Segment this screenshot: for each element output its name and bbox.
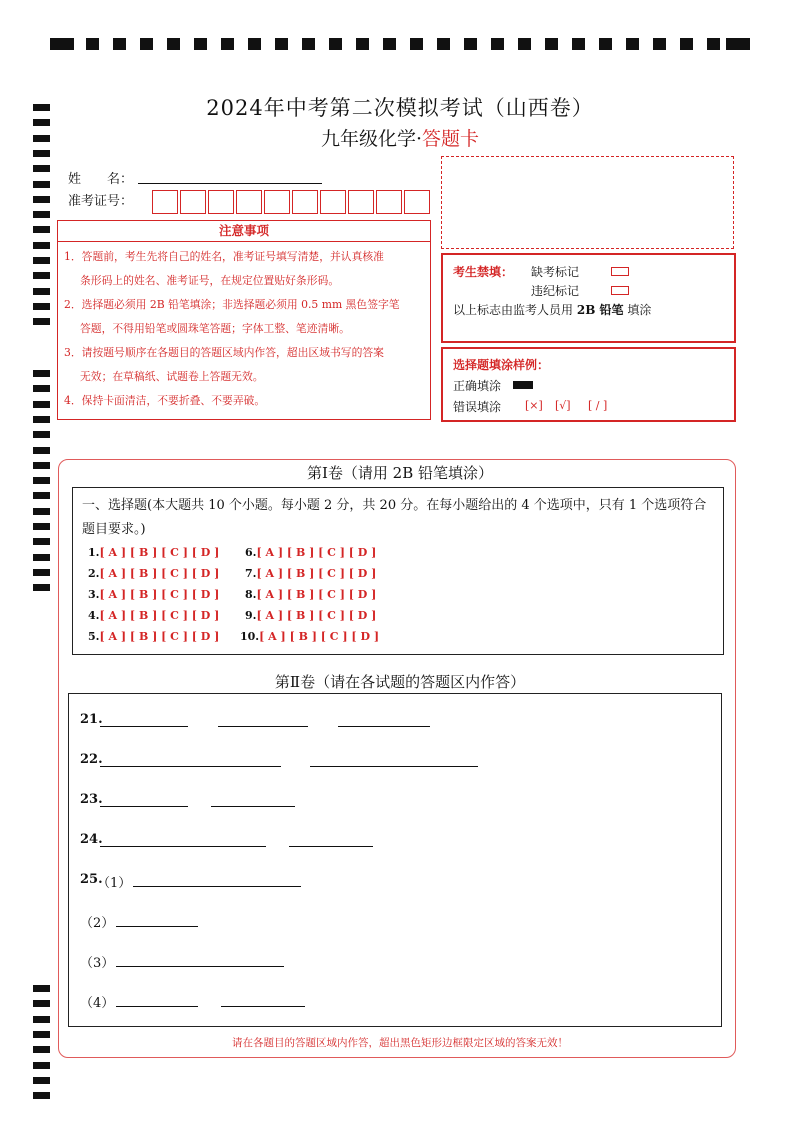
timing-mark bbox=[33, 584, 50, 591]
timing-mark bbox=[33, 492, 50, 499]
correct-fill-mark bbox=[513, 381, 533, 389]
timing-mark bbox=[33, 985, 50, 992]
exam-ban-box bbox=[441, 253, 736, 343]
question-24-number: 24. bbox=[80, 832, 103, 847]
answer-line[interactable] bbox=[100, 806, 188, 807]
timing-mark bbox=[491, 38, 504, 50]
answer-line[interactable] bbox=[100, 846, 266, 847]
choice-options[interactable]: [ A ] [ B ] [ C ] [ D ] bbox=[99, 630, 220, 643]
notice-line: 1．答题前，考生先将自己的姓名，准考证号填写清楚，并认真核准 bbox=[64, 250, 384, 263]
choice-row[interactable] bbox=[245, 588, 376, 601]
violation-label: 违纪标记 bbox=[531, 284, 580, 298]
answer-line[interactable] bbox=[338, 726, 430, 727]
id-number-boxes[interactable] bbox=[152, 190, 432, 214]
barcode-area bbox=[441, 156, 734, 249]
choice-row[interactable] bbox=[245, 546, 376, 559]
timing-mark bbox=[33, 401, 50, 408]
id-digit-box[interactable] bbox=[152, 190, 178, 214]
absent-mark[interactable] bbox=[611, 267, 629, 276]
choice-options[interactable]: [ A ] [ B ] [ C ] [ D ] bbox=[99, 588, 220, 601]
id-digit-box[interactable] bbox=[320, 190, 346, 214]
timing-mark bbox=[33, 1016, 50, 1023]
timing-mark bbox=[329, 38, 342, 50]
timing-mark bbox=[33, 523, 50, 530]
answer-line[interactable] bbox=[133, 886, 301, 887]
question-number: 9. bbox=[245, 609, 257, 622]
timing-mark bbox=[437, 38, 450, 50]
answer-line[interactable] bbox=[100, 726, 188, 727]
question-number: 1. bbox=[88, 546, 100, 559]
choice-options[interactable]: [ A ] [ B ] [ C ] [ D ] bbox=[256, 546, 377, 559]
question-25-number: 25. bbox=[80, 872, 103, 887]
timing-mark bbox=[33, 1000, 50, 1007]
notice-title: 注意事项 bbox=[58, 221, 430, 242]
timing-mark bbox=[33, 385, 50, 392]
timing-mark bbox=[140, 38, 153, 50]
timing-mark bbox=[33, 416, 50, 423]
answer-line[interactable] bbox=[100, 766, 281, 767]
timing-mark bbox=[572, 38, 585, 50]
exam-ban-label: 考生禁填： bbox=[453, 265, 514, 279]
timing-mark bbox=[33, 554, 50, 561]
timing-mark bbox=[383, 38, 396, 50]
timing-mark bbox=[248, 38, 261, 50]
footer-warning: 请在各题目的答题区域内作答，超出黑色矩形边框限定区域的答案无效！ bbox=[232, 1037, 568, 1049]
timing-mark bbox=[33, 303, 50, 310]
timing-mark bbox=[33, 288, 50, 295]
subquestion-label: （1） bbox=[97, 876, 132, 891]
timing-mark bbox=[410, 38, 423, 50]
timing-mark bbox=[33, 318, 50, 325]
question-number: 6. bbox=[245, 546, 257, 559]
correct-label: 正确填涂 bbox=[453, 379, 502, 393]
timing-mark bbox=[726, 38, 750, 50]
id-digit-box[interactable] bbox=[292, 190, 318, 214]
subquestion-label: （3） bbox=[80, 956, 115, 971]
subtitle-card: 答题卡 bbox=[422, 128, 480, 150]
id-digit-box[interactable] bbox=[348, 190, 374, 214]
timing-mark bbox=[626, 38, 639, 50]
question-number: 5. bbox=[88, 630, 100, 643]
wrong-label: 错误填涂 bbox=[453, 400, 502, 414]
notice-line: 3．请按题号顺序在各题目的答题区域内作答，超出区域书写的答案 bbox=[64, 346, 384, 359]
section1-title: 第Ⅰ卷（请用 2B 铅笔填涂） bbox=[306, 464, 494, 482]
timing-mark bbox=[33, 165, 50, 172]
choice-options[interactable]: [ A ] [ B ] [ C ] [ D ] bbox=[256, 588, 377, 601]
choice-options[interactable]: [ A ] [ B ] [ C ] [ D ] bbox=[256, 567, 377, 580]
choice-row[interactable] bbox=[240, 630, 379, 643]
timing-mark bbox=[33, 226, 50, 233]
question-number: 7. bbox=[245, 567, 257, 580]
question-number: 2. bbox=[88, 567, 100, 580]
answer-line[interactable] bbox=[116, 926, 198, 927]
id-digit-box[interactable] bbox=[404, 190, 430, 214]
choice-options[interactable]: [ A ] [ B ] [ C ] [ D ] bbox=[99, 546, 220, 559]
id-digit-box[interactable] bbox=[180, 190, 206, 214]
notice-line: 无效；在草稿纸、试题卷上答题无效。 bbox=[80, 370, 264, 383]
wrong-mark: [√] bbox=[555, 399, 571, 412]
timing-mark bbox=[50, 38, 74, 50]
timing-mark bbox=[33, 1077, 50, 1084]
notice-line: 条形码上的姓名、准考证号，在规定位置贴好条形码。 bbox=[80, 274, 340, 287]
wrong-mark: [ / ] bbox=[588, 399, 608, 412]
subtitle-subject: 九年级化学· bbox=[320, 128, 423, 150]
timing-mark bbox=[680, 38, 693, 50]
timing-mark bbox=[33, 257, 50, 264]
choice-options[interactable]: [ A ] [ B ] [ C ] [ D ] bbox=[99, 567, 220, 580]
answer-line[interactable] bbox=[218, 726, 308, 727]
timing-mark bbox=[464, 38, 477, 50]
notice-line: 2．选择题必须用 2B 铅笔填涂；非选择题必须用 0.5 mm 黑色签字笔 bbox=[64, 298, 400, 311]
timing-mark bbox=[599, 38, 612, 50]
id-digit-box[interactable] bbox=[376, 190, 402, 214]
answer-line[interactable] bbox=[116, 1006, 198, 1007]
choice-options[interactable]: [ A ] [ B ] [ C ] [ D ] bbox=[256, 609, 377, 622]
question-21-number: 21. bbox=[80, 712, 103, 727]
page-subtitle bbox=[0, 124, 800, 151]
choice-row[interactable] bbox=[88, 567, 219, 580]
timing-mark bbox=[518, 38, 531, 50]
note-bold: 2B 铅笔 bbox=[576, 303, 624, 317]
subquestion-label: （2） bbox=[80, 916, 115, 931]
timing-mark bbox=[707, 38, 720, 50]
absent-label: 缺考标记 bbox=[531, 265, 580, 279]
timing-mark bbox=[33, 508, 50, 515]
choice-row[interactable] bbox=[88, 609, 219, 622]
timing-mark bbox=[33, 569, 50, 576]
timing-mark bbox=[302, 38, 315, 50]
timing-mark bbox=[33, 211, 50, 218]
wrong-mark: [×] bbox=[525, 399, 543, 412]
name-label: 姓 名： bbox=[68, 172, 134, 187]
timing-mark bbox=[33, 196, 50, 203]
timing-mark bbox=[653, 38, 666, 50]
question-number: 10. bbox=[240, 630, 260, 643]
id-digit-box[interactable] bbox=[208, 190, 234, 214]
name-field[interactable] bbox=[138, 183, 322, 184]
note-suffix: 填涂 bbox=[627, 303, 652, 317]
exam-ban-note bbox=[453, 301, 651, 318]
id-label: 准考证号： bbox=[68, 194, 134, 209]
choice-row[interactable] bbox=[245, 567, 376, 580]
question-number: 8. bbox=[245, 588, 257, 601]
question-23-number: 23. bbox=[80, 792, 103, 807]
top-timing-marks bbox=[50, 38, 752, 52]
timing-mark bbox=[167, 38, 180, 50]
choice-options[interactable]: [ A ] [ B ] [ C ] [ D ] bbox=[259, 630, 380, 643]
timing-mark bbox=[86, 38, 99, 50]
timing-mark bbox=[33, 370, 50, 377]
note-prefix: 以上标志由监考人员用 bbox=[453, 303, 574, 317]
answer-line[interactable] bbox=[116, 966, 284, 967]
timing-mark bbox=[194, 38, 207, 50]
question-22-number: 22. bbox=[80, 752, 103, 767]
timing-mark bbox=[33, 431, 50, 438]
sample-title: 选择题填涂样例： bbox=[453, 358, 550, 372]
section1-intro: 一、选择题(本大题共 10 个小题。每小题 2 分，共 20 分。在每小题给出的 4 个选项中，只有 1 个选项符合题目要求。) bbox=[82, 498, 707, 537]
timing-mark bbox=[33, 242, 50, 249]
choice-options[interactable]: [ A ] [ B ] [ C ] [ D ] bbox=[99, 609, 220, 622]
timing-mark bbox=[113, 38, 126, 50]
timing-mark bbox=[33, 1092, 50, 1099]
notice-box bbox=[57, 220, 431, 420]
left-timing-marks bbox=[33, 0, 53, 1132]
timing-mark bbox=[545, 38, 558, 50]
question-number: 4. bbox=[88, 609, 100, 622]
question-number: 3. bbox=[88, 588, 100, 601]
answer-line[interactable] bbox=[310, 766, 478, 767]
timing-mark bbox=[33, 447, 50, 454]
answer-line[interactable] bbox=[289, 846, 373, 847]
timing-mark bbox=[33, 1062, 50, 1069]
choice-row[interactable] bbox=[245, 609, 376, 622]
timing-mark bbox=[33, 181, 50, 188]
choice-row[interactable] bbox=[88, 546, 219, 559]
timing-mark bbox=[33, 272, 50, 279]
id-digit-box[interactable] bbox=[264, 190, 290, 214]
notice-line: 4．保持卡面清洁，不要折叠、不要弄破。 bbox=[64, 394, 266, 407]
timing-mark bbox=[275, 38, 288, 50]
subquestion-label: （4） bbox=[80, 996, 115, 1011]
page-title: 2024年中考第二次模拟考试（山西卷） bbox=[206, 96, 594, 120]
section2-title: 第Ⅱ卷（请在各试题的答题区内作答） bbox=[274, 673, 526, 691]
choice-row[interactable] bbox=[88, 588, 219, 601]
timing-mark bbox=[221, 38, 234, 50]
answer-line[interactable] bbox=[221, 1006, 305, 1007]
choice-row[interactable] bbox=[88, 630, 219, 643]
timing-mark bbox=[356, 38, 369, 50]
timing-mark bbox=[33, 538, 50, 545]
id-digit-box[interactable] bbox=[236, 190, 262, 214]
section2-box bbox=[68, 693, 722, 1027]
violation-mark[interactable] bbox=[611, 286, 629, 295]
choice-sample-box bbox=[441, 347, 736, 422]
answer-line[interactable] bbox=[211, 806, 295, 807]
notice-line: 答题，不得用铅笔或圆珠笔答题；字体工整、笔迹清晰。 bbox=[80, 322, 350, 335]
